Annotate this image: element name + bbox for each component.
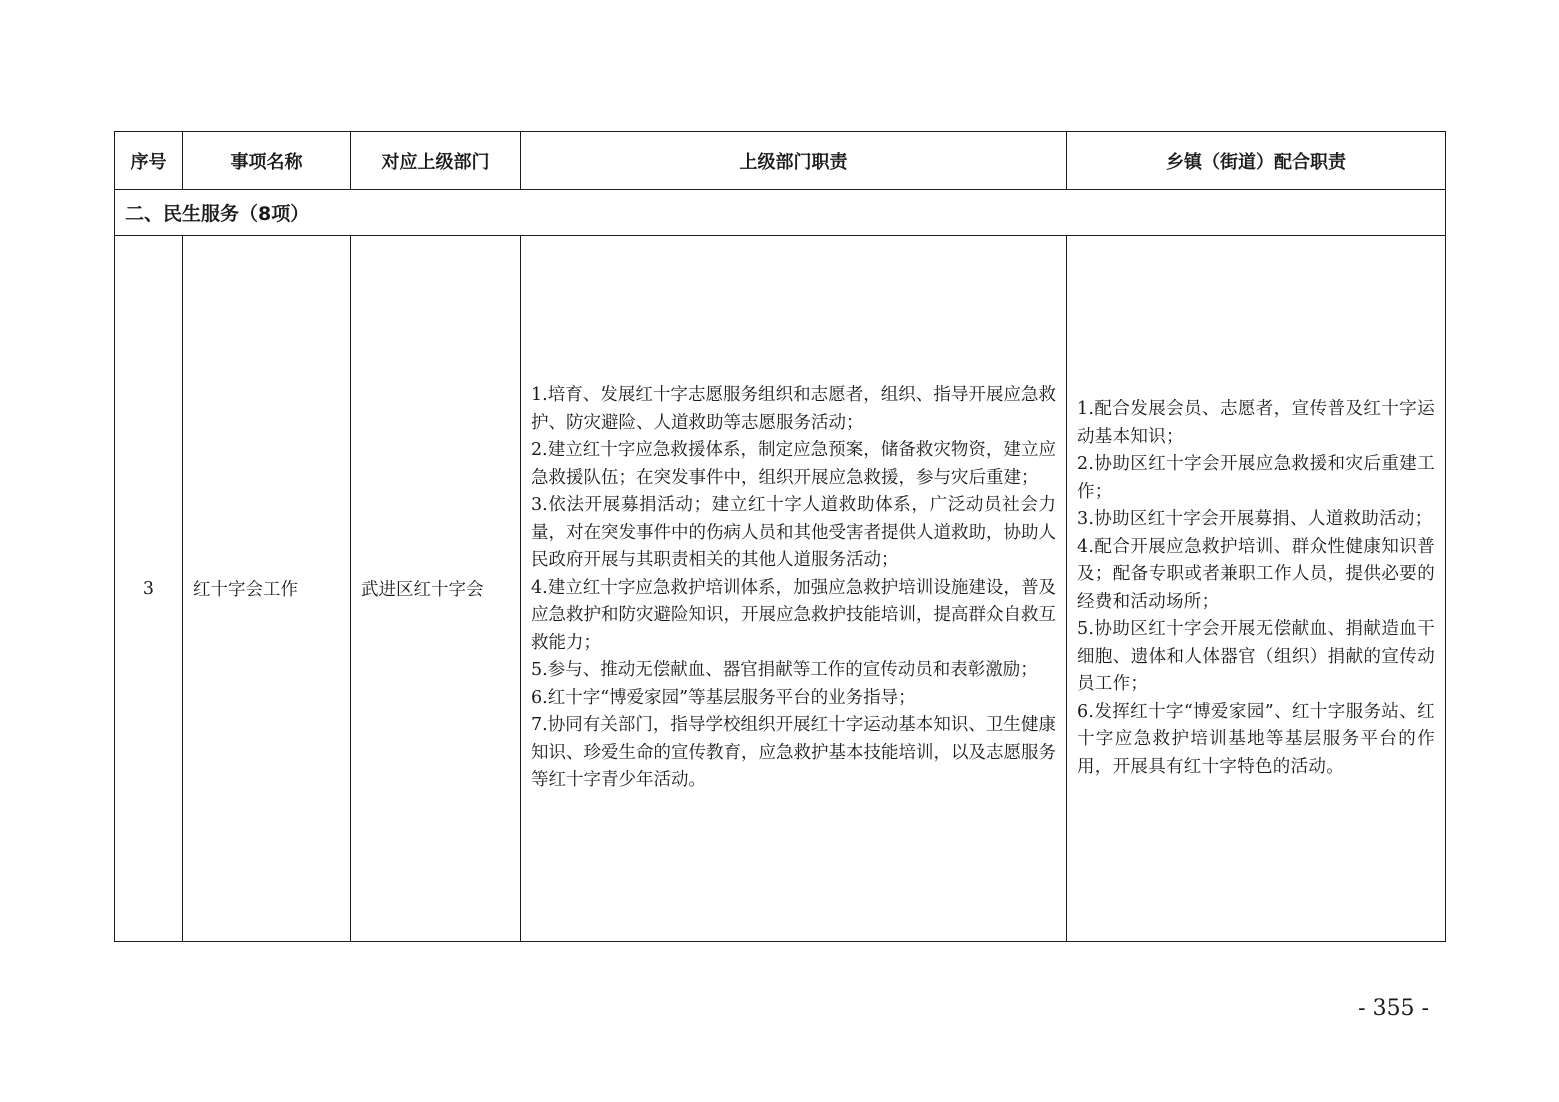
cell-town-duties <box>1067 236 1446 942</box>
table-row <box>115 236 1446 942</box>
superior-duty-item: 1.培育、发展红十字志愿服务组织和志愿者，组织、指导开展应急救护、防灾避险、人道救助等志愿服务活动； <box>531 385 1056 433</box>
superior-duty-item: 2.建立红十字应急救援体系，制定应急预案，储备救灾物资，建立应急救援队伍；在突发事件中，组织开展应急救援，参与灾后重建； <box>531 440 1056 488</box>
cell-item-name: 红十字会工作 <box>183 236 351 942</box>
town-duty-item: 6.发挥红十字“博爱家园”、红十字服务站、红十字应急救护培训基地等基层服务平台的作用，开展具有红十字特色的活动。 <box>1077 701 1435 777</box>
town-duty-item: 2.协助区红十字会开展应急救援和灾后重建工作； <box>1077 454 1435 502</box>
town-duty-item: 3.协助区红十字会开展募捐、人道救助活动； <box>1077 509 1433 529</box>
cell-seq: 3 <box>115 236 183 942</box>
superior-duty-item: 4.建立红十字应急救护培训体系，加强应急救护培训设施建设，普及应急救护和防灾避险知识，开展应急救护技能培训，提高群众自救互救能力； <box>531 577 1056 653</box>
superior-duty-item: 5.参与、推动无偿献血、器官捐献等工作的宣传动员和表彰激励； <box>531 660 1038 681</box>
superior-duties-list <box>521 382 1066 795</box>
section-row <box>115 190 1446 236</box>
page-number: - 355 - <box>1358 996 1429 1021</box>
header-superior-dept: 对应上级部门 <box>351 132 521 190</box>
header-item-name: 事项名称 <box>183 132 351 190</box>
table-header-row <box>115 132 1446 190</box>
header-town-duties: 乡镇（街道）配合职责 <box>1067 132 1446 190</box>
cell-superior-duties <box>521 236 1067 942</box>
town-duty-item: 4.配合开展应急救护培训、群众性健康知识普及；配备专职或者兼职工作人员，提供必要的经费和活动场所； <box>1077 536 1435 612</box>
section-title: 二、民生服务（8项） <box>115 190 1446 236</box>
header-superior-duties: 上级部门职责 <box>521 132 1067 190</box>
superior-duty-item: 6.红十字“博爱家园”等基层服务平台的业务指导； <box>531 687 916 708</box>
superior-duty-item: 7.协同有关部门，指导学校组织开展红十字运动基本知识、卫生健康知识、珍爱生命的宣传教育，应急救护基本技能培训，以及志愿服务等红十字青少年活动。 <box>531 715 1056 791</box>
town-duties-list <box>1067 396 1445 781</box>
responsibility-table <box>114 131 1446 942</box>
town-duty-item: 5.协助区红十字会开展无偿献血、捐献造血干细胞、遗体和人体器官（组织）捐献的宣传动员工作； <box>1077 619 1435 694</box>
cell-superior-dept: 武进区红十字会 <box>351 236 521 942</box>
superior-duty-item: 3.依法开展募捐活动；建立红十字人道救助体系，广泛动员社会力量，对在突发事件中的伤病人员和其他受害者提供人道救助，协助人民政府开展与其职责相关的其他人道服务活动； <box>531 495 1056 571</box>
header-seq: 序号 <box>115 132 183 190</box>
town-duty-item: 1.配合发展会员、志愿者，宣传普及红十字运动基本知识； <box>1077 399 1435 447</box>
